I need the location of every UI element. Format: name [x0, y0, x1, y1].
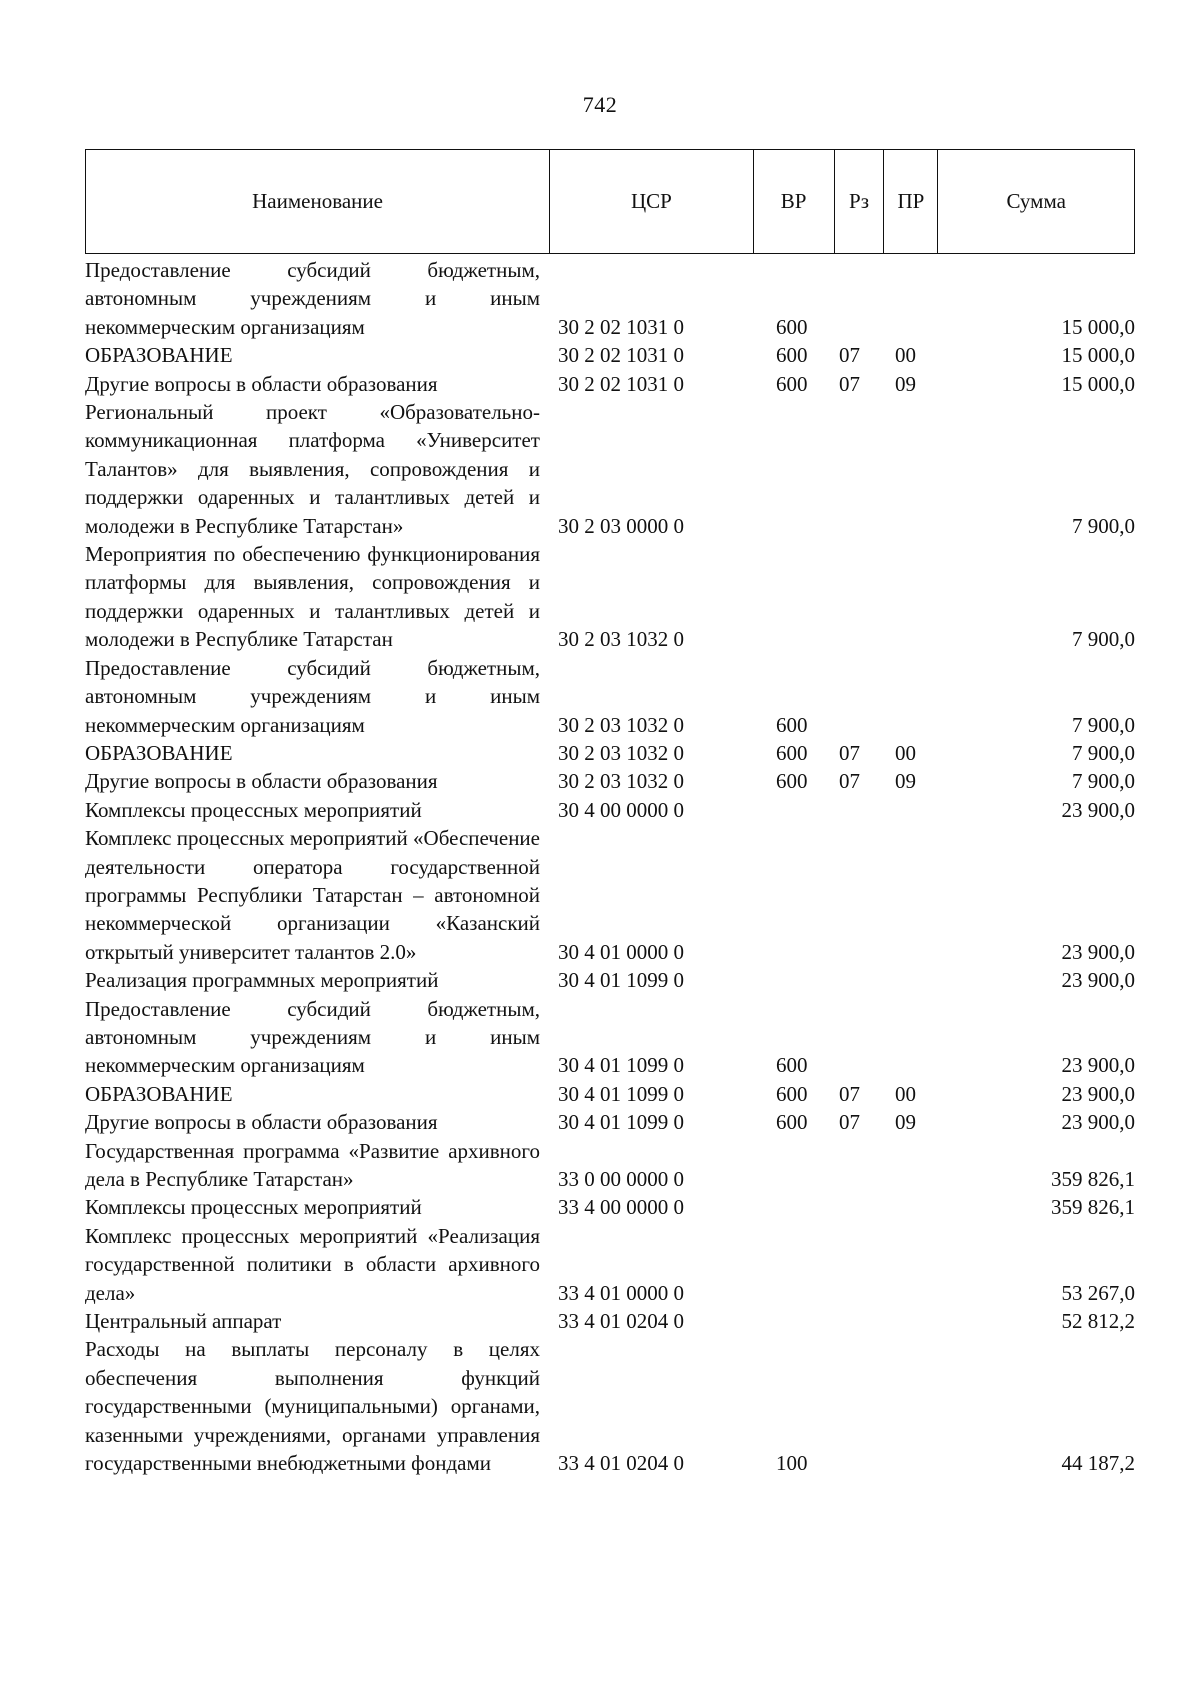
cell-sum: 15 000,0	[1061, 314, 1135, 339]
cell-pr: 00	[895, 1081, 916, 1106]
cell-sum: 23 900,0	[1061, 939, 1135, 964]
cell-rz: 07	[839, 1081, 860, 1106]
cell-csr: 30 2 03 0000 0	[558, 513, 684, 538]
cell-vr: 600	[776, 1053, 808, 1078]
table-row	[85, 796, 1135, 824]
cell-csr: 30 4 01 0000 0	[558, 939, 684, 964]
cell-sum: 52 812,2	[1061, 1309, 1135, 1334]
cell-sum: 7 900,0	[1072, 769, 1135, 794]
cell-name: ОБРАЗОВАНИЕ	[85, 1081, 233, 1106]
cell-sum: 53 267,0	[1061, 1280, 1135, 1305]
cell-name: Предоставление субсидий бюджетным, автономным учреждениям и иным некоммерческим организациям	[85, 258, 540, 339]
cell-sum: 23 900,0	[1061, 797, 1135, 822]
budget-table	[85, 149, 1135, 1477]
cell-sum: 7 900,0	[1072, 513, 1135, 538]
cell-vr: 600	[776, 1110, 808, 1135]
table-row	[85, 1307, 1135, 1335]
table-row	[85, 1080, 1135, 1108]
cell-sum: 7 900,0	[1072, 740, 1135, 765]
header-csr: ЦСР	[550, 150, 754, 253]
header-rz: Рз	[835, 150, 885, 253]
table-row	[85, 1222, 1135, 1307]
cell-csr: 33 0 00 0000 0	[558, 1167, 684, 1191]
table-row	[85, 654, 1135, 739]
cell-name: Предоставление субсидий бюджетным, автономным учреждениям и иным некоммерческим организациям	[85, 996, 540, 1078]
cell-name: Другие вопросы в области образования	[85, 769, 438, 794]
table-header	[85, 149, 1135, 254]
cell-sum: 7 900,0	[1072, 712, 1135, 737]
cell-pr: 09	[895, 1110, 916, 1135]
cell-vr: 600	[776, 1081, 808, 1106]
table-body	[85, 254, 1135, 1477]
cell-csr: 33 4 01 0204 0	[558, 1309, 684, 1334]
cell-sum: 15 000,0	[1061, 343, 1135, 368]
cell-rz: 07	[839, 769, 860, 794]
table-row	[85, 370, 1135, 398]
table-row	[85, 1335, 1135, 1477]
cell-name: Другие вопросы в области образования	[85, 371, 438, 396]
table-row	[85, 966, 1135, 994]
cell-name: Региональный проект «Образовательно-коммуникационная платформа «Университет Талантов» для выявления, сопровождения и поддержки одаренных и талантливых детей и молодежи в Республике Татарстан»	[85, 400, 540, 538]
cell-rz: 07	[839, 1110, 860, 1135]
table-row	[85, 398, 1135, 540]
cell-csr: 30 2 03 1032 0	[558, 627, 684, 652]
table-row	[85, 995, 1135, 1080]
cell-vr: 100	[776, 1451, 808, 1476]
cell-csr: 30 2 02 1031 0	[558, 314, 684, 339]
cell-rz: 07	[839, 371, 860, 396]
cell-name: Предоставление субсидий бюджетным, автономным учреждениям и иным некоммерческим организациям	[85, 655, 540, 737]
cell-sum: 44 187,2	[1061, 1451, 1135, 1476]
header-name: Наименование	[86, 150, 550, 253]
header-vr: ВР	[754, 150, 835, 253]
cell-sum: 23 900,0	[1061, 968, 1135, 993]
cell-name: Комплексы процессных мероприятий	[85, 797, 422, 822]
table-row	[85, 767, 1135, 795]
table-row	[85, 256, 1135, 341]
cell-sum: 23 900,0	[1061, 1081, 1135, 1106]
cell-csr: 30 4 01 1099 0	[558, 1053, 684, 1078]
cell-vr: 600	[776, 343, 808, 368]
cell-vr: 600	[776, 314, 808, 339]
cell-pr: 00	[895, 343, 916, 368]
cell-pr: 09	[895, 371, 916, 396]
cell-name: Реализация программных мероприятий	[85, 968, 439, 993]
table-row	[85, 341, 1135, 369]
cell-vr: 600	[776, 371, 808, 396]
cell-pr: 09	[895, 769, 916, 794]
cell-name: Комплексы процессных мероприятий	[85, 1195, 422, 1220]
cell-sum: 23 900,0	[1061, 1110, 1135, 1135]
cell-csr: 30 4 00 0000 0	[558, 797, 684, 822]
cell-vr: 600	[776, 712, 808, 737]
cell-name: Расходы на выплаты персоналу в целях обеспечения выполнения функций государственными (муниципальными) органами, казенными учреждениями, органами управления государственными внебюджетными фондами	[85, 1337, 540, 1476]
cell-csr: 30 2 03 1032 0	[558, 712, 684, 737]
cell-csr: 30 2 02 1031 0	[558, 371, 684, 396]
cell-sum: 7 900,0	[1072, 627, 1135, 652]
table-row	[85, 824, 1135, 966]
cell-sum: 15 000,0	[1061, 371, 1135, 396]
cell-name: ОБРАЗОВАНИЕ	[85, 740, 233, 765]
cell-name: Государственная программа «Развитие архивного дела в Республике Татарстан»	[85, 1138, 540, 1191]
table-row	[85, 739, 1135, 767]
cell-name: Комплекс процессных мероприятий «Реализация государственной политики в области архивного дела»	[85, 1223, 540, 1305]
cell-pr: 00	[895, 740, 916, 765]
cell-sum: 23 900,0	[1061, 1053, 1135, 1078]
cell-rz: 07	[839, 740, 860, 765]
cell-csr: 30 2 03 1032 0	[558, 740, 684, 765]
table-row	[85, 1193, 1135, 1221]
cell-csr: 30 4 01 1099 0	[558, 1110, 684, 1135]
table-row	[85, 1137, 1135, 1194]
cell-vr: 600	[776, 769, 808, 794]
cell-csr: 30 2 03 1032 0	[558, 769, 684, 794]
cell-name: ОБРАЗОВАНИЕ	[85, 343, 233, 368]
cell-csr: 30 4 01 1099 0	[558, 1081, 684, 1106]
cell-csr: 30 4 01 1099 0	[558, 968, 684, 993]
table-row	[85, 540, 1135, 654]
header-pr: ПР	[884, 150, 938, 253]
cell-sum: 359 826,1	[1051, 1195, 1135, 1220]
page-number: 742	[582, 92, 618, 117]
cell-name: Комплекс процессных мероприятий «Обеспечение деятельности оператора государственной программы Республики Татарстан – автономной некоммерческой организации «Казанский открытый университет талантов 2.0»	[85, 826, 540, 964]
cell-csr: 33 4 00 0000 0	[558, 1195, 684, 1220]
cell-name: Мероприятия по обеспечению функционирования платформы для выявления, сопровождения и поддержки одаренных и талантливых детей и молодежи в Республике Татарстан	[85, 542, 540, 652]
header-sum: Сумма	[1006, 189, 1066, 213]
cell-csr: 33 4 01 0204 0	[558, 1451, 684, 1476]
cell-csr: 30 2 02 1031 0	[558, 343, 684, 368]
cell-name: Другие вопросы в области образования	[85, 1110, 438, 1135]
cell-vr: 600	[776, 740, 808, 765]
cell-rz: 07	[839, 343, 860, 368]
cell-csr: 33 4 01 0000 0	[558, 1280, 684, 1305]
table-row	[85, 1108, 1135, 1136]
cell-sum: 359 826,1	[1051, 1167, 1135, 1191]
cell-name: Центральный аппарат	[85, 1309, 282, 1334]
